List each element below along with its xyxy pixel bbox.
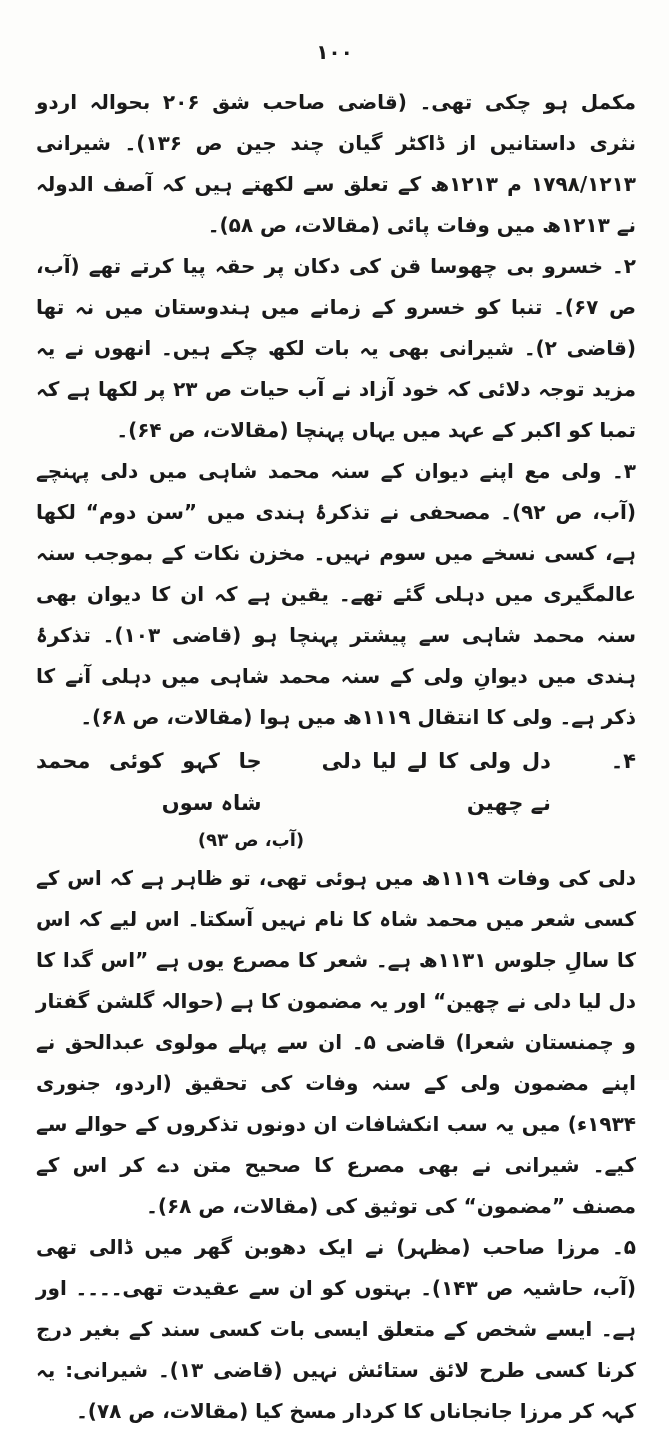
paragraph-1: مکمل ہو چکی تھی۔ (قاضی صاحب شق ۲۰۶ بحوالہ اردو نثری داستانیں از ڈاکٹر گیان چند جین ص ۱۳۶)۔ شیرانی ۱۷۹۸/۱۲۱۳ م ۱۲۱۳ھ کے تعلق سے لکھتے ہیں کہ آصف الدولہ نے ۱۲۱۳ھ میں وفات پائی (مقالات، ص ۵۸)۔ — [36, 90, 636, 237]
paragraph-3: ۳۔ ولی مع اپنے دیوان کے سنہ محمد شاہی میں دلی پہنچے (آب، ص ۹۲)۔ مصحفی نے تذکرۂ ہندی میں ”سن دوم“ لکھا ہے، کسی نسخے میں سوم نہیں۔ مخزن نکات کے بموجب سنہ عالمگیری میں دہلی گئے تھے۔ یقین ہے کہ ان کا دیوان بھی سنہ محمد شاہی سے پیشتر پہنچا ہو (قاضی ۱۰۳)۔ تذکرۂ ہندی میں دیوانِ ولی کے سنہ محمد شاہی میں دہلی آنے کا ذکر ہے۔ ولی کا انتقال ۱۱۱۹ھ میں ہوا (مقالات، ص ۶۸)۔ — [36, 459, 636, 729]
verse-misra-2: جا کہو کوئی محمد شاہ سوں — [36, 749, 262, 815]
page-body — [36, 82, 636, 1432]
page-number: ۱۰۰ — [316, 40, 353, 64]
verse-couplet — [36, 740, 636, 824]
paragraph-4: دلی کی وفات ۱۱۱۹ھ میں ہوئی تھی، تو ظاہر ہے کہ اس کے کسی شعر میں محمد شاہ کا نام نہیں آسکتا۔ اس لیے کہ اس کا سالِ جلوس ۱۱۳۱ھ ہے۔ شعر کا مصرع یوں ہے ”اس گدا کا دل لیا دلی نے چھین“ اور یہ مضمون کا ہے (حوالہ گلشن گفتار و چمنستان شعرا) قاضی ۵۔ ان سے پہلے مولوی عبدالحق نے اپنے مضمون ولی کے سنہ وفات کی تحقیق (اردو، جنوری ۱۹۳۴ء) میں یہ سب انکشافات ان دونوں تذکروں کے حوالے سے کیے۔ شیرانی نے بھی مصرع کا صحیح متن دے کر اس کے مصنف ”مضمون“ کی توثیق کی (مقالات، ص ۶۸)۔ — [36, 866, 637, 1218]
paragraph-5: ۵۔ مرزا صاحب (مظہر) نے ایک دھوبن گھر میں ڈالی تھی (آب، حاشیہ ص ۱۴۳)۔ بہتوں کو ان سے عقیدت تھی۔۔۔۔ اور ہے۔ ایسے شخص کے متعلق ایسی بات کسی سند کے بغیر درج کرنا کسی طرح لائق ستائش نہیں (قاضی ۱۳)۔ شیرانی: یہ کہہ کر مرزا جانجاناں کا کردار مسخ کیا (مقالات، ص ۷۸)۔ — [36, 1235, 636, 1423]
verse-misra-1: دل ولی کا لے لیا دلی نے چھین — [321, 749, 551, 815]
verse-reference: (آب، ص ۹۳) — [197, 830, 305, 851]
paragraph-2: ۲۔ خسرو بی چھوسا قن کی دکان پر حقہ پیا کرتے تھے (آب، ص ۶۷)۔ تنبا کو خسرو کے زمانے میں ہندوستان میں نہ تھا (قاضی ۲)۔ شیرانی بھی یہ بات لکھ چکے ہیں۔ انھوں نے یہ مزید توجہ دلائی کہ خود آزاد نے آب حیات ص ۲۳ پر لکھا ہے کہ تمبا کو اکبر کے عہد میں یہاں پہنچا (مقالات، ص ۶۴)۔ — [36, 254, 636, 442]
verse-number: ۴۔ — [610, 749, 636, 773]
